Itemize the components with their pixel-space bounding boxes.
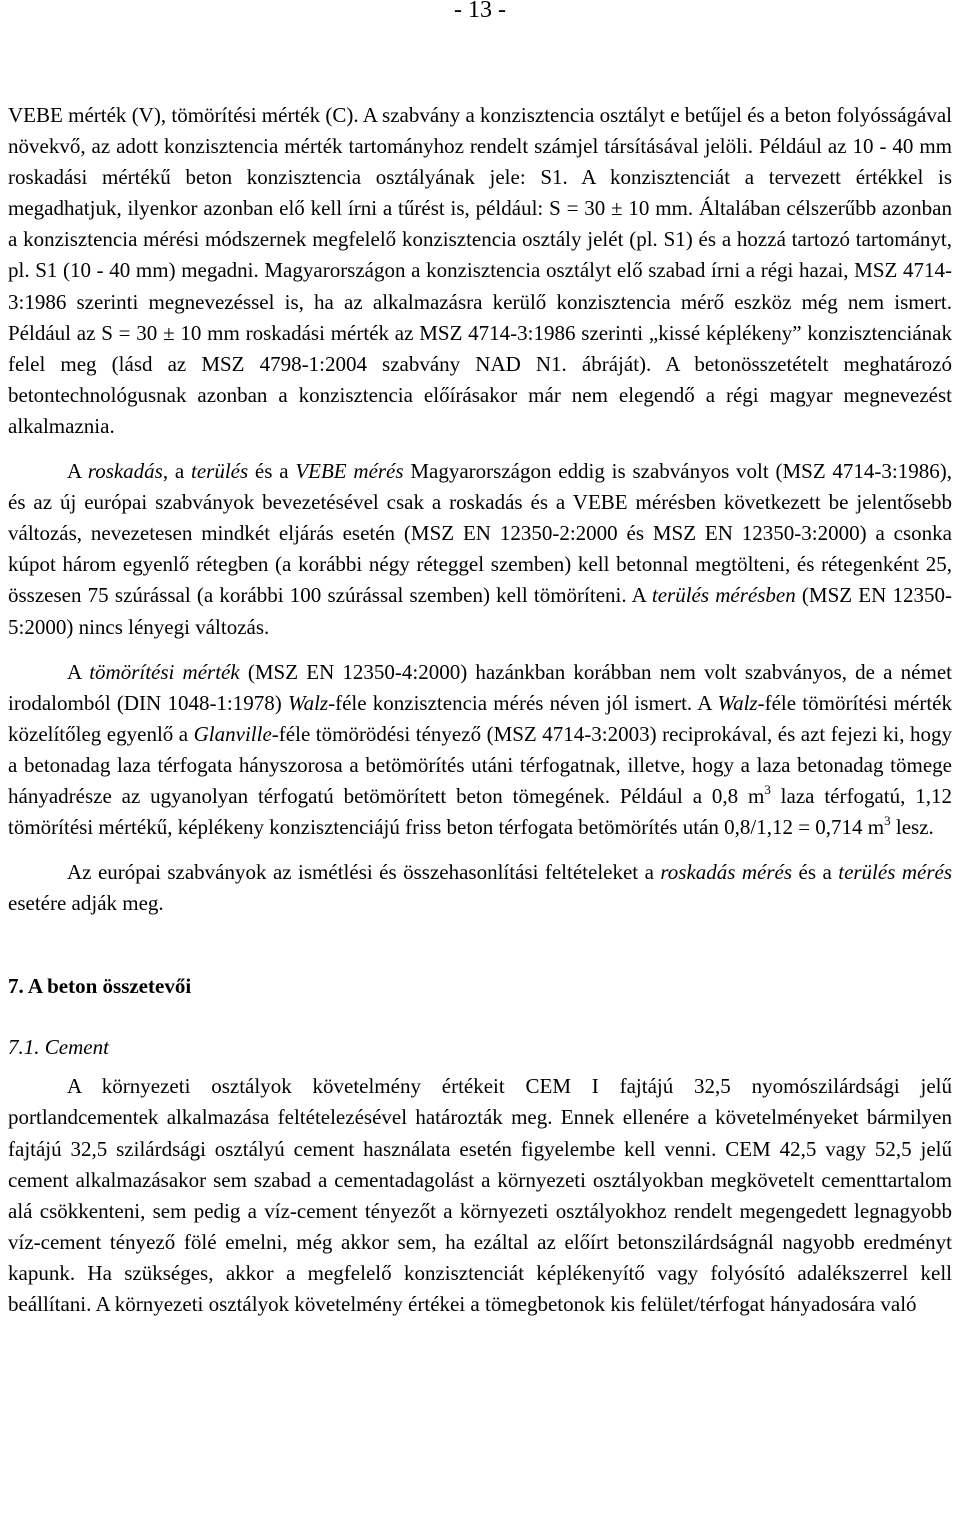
paragraph-slump-test [8,456,952,643]
italic-term: VEBE mérés [295,459,404,484]
italic-term: Walz [288,690,329,715]
italic-term: terülés [191,459,249,484]
section-heading: 7. A beton összetevői [8,974,192,999]
text-run: esetére adják meg. [8,891,164,916]
text-run: Magyarországon eddig is szabványos volt (MSZ 4714-3:1986), és az új európai szabványok bevezetésével csak a roskadás és a VEBE mérésben következett be jelentősebb változás, nevezetesen mindkét eljárás esetén (MSZ EN 12350-2:2000 és MSZ EN 12350-3:2000) a csonka kúpot három egyenlő rétegben (a korábbi négy réteggel szemben) kell betonnal megtölteni, és rétegenként 25, összesen 75 szúrással (a korábbi 100 szúrással szemben) kell tömöríteni. A [8,459,953,608]
italic-term: terülés mérésben [651,583,796,608]
superscript: 3 [884,813,891,829]
text-run: laza térfogatú, 1,12 tömörítési mértékű, képlékeny konzisztenciájú friss beton térfogata betömörítés után 0,8/1,12 = 0,714 m [8,783,952,840]
text-run: lesz. [890,815,934,840]
italic-term: Glanville [193,721,272,746]
italic-term: roskadás [87,459,163,484]
text-run: -féle tömörítési mérték közelítőleg egyenlő a [8,690,952,746]
text-run: , a [162,459,191,484]
text-run: A [67,659,90,684]
text-run: Az európai szabványok az ismétlési és összehasonlítási feltételeket a [67,860,661,885]
italic-term: Walz [717,690,758,715]
text-run: A [67,459,88,484]
italic-term: tömörítési mérték [89,659,240,684]
page-content [8,100,952,1320]
subsection-heading: 7.1. Cement [8,1035,109,1060]
superscript: 3 [764,781,771,797]
text-run: (MSZ EN 12350-5:2000) nincs lényegi változás. [8,583,952,639]
paragraph-consistency-classes: VEBE mérték (V), tömörítési mérték (C). A szabvány a konzisztencia osztályt e betűjel és a beton folyósságával növekvő, az adott konzisztencia mérték tartományhoz rendelt számjel társításával jelöli. Például az 10 - 40 mm roskadási mértékű beton konzisztencia osztályának jele: S1. A konzisztenciát a tervezett értékkel is megadhatjuk, ilyenkor azonban elő kell írni a tűrést is, például: S = 30 ± 10 mm. Általában célszerűbb azonban a konzisztencia mérési módszernek megfelelő konzisztencia osztály jelét (pl. S1) és a hozzá tartozó tartományt, pl. S1 (10 - 40 mm) megadni. Magyarországon a konzisztencia osztályt elő szabad írni a régi hazai, MSZ 4714-3:1986 szerinti megnevezéssel is, ha az alkalmazásra kerülő konzisztencia mérő eszköz még nem ismert. Például az S = 30 ± 10 mm roskadási mérték az MSZ 4714-3:1986 szerinti „kissé képlékeny” konzisztenciának felel meg (lásd az MSZ 4798-1:2004 szabvány NAD N1. ábráját). A betonösszetételt meghatározó betontechnológusnak azonban a konzisztencia előírásakor már nem elegendő a régi magyar megnevezést alkalmaznia. [8,103,952,438]
paragraph-compaction-degree [8,657,952,844]
paragraph-cement: A környezeti osztályok követelmény értékeit CEM I fajtájú 32,5 nyomószilárdsági jelű portlandcementek alkalmazása feltételezésével határozták meg. Ennek ellenére a követelményeket bármilyen fajtájú 32,5 szilárdsági osztályú cement használata esetén figyelembe kell venni. CEM 42,5 vagy 52,5 jelű cement alkalmazásakor sem szabad a cementadagolást a környezeti osztályokban megkövetelt cementtartalom alá csökkenteni, sem pedig a víz-cement tényezőt a környezeti osztályokhoz rendelt megengedett legnagyobb víz-cement tényező fölé emelni, még akkor sem, ha ezáltal az előírt betonszilárdságnál nagyobb eredményt kapunk. Ha szükséges, akkor a megfelelő konzisztenciát képlékenyítő vagy folyósító adalékszerrel kell beállítani. A környezeti osztályok követelmény értékei a tömegbetonok kis felület/térfogat hányadosára való [8,1074,952,1316]
italic-term: terülés mérés [838,860,952,885]
text-run: -féle konzisztencia mérés néven jól ismert. A [328,690,718,715]
page-number: - 13 - [454,0,506,23]
text-run: (MSZ EN 12350-4:2000) hazánkban korábban nem volt szabványos, de a német irodalomból (DIN 1048-1:1978) [8,659,952,715]
text-run: és a [792,860,839,885]
italic-term: roskadás mérés [660,860,793,885]
text-run: -féle tömörödési tényező (MSZ 4714-3:2003) reciprokával, és azt fejezi ki, hogy a betonadag laza térfogata hányszorosa a betömörítés utáni térfogatnak, illetve, hogy a laza betonadag tömege hányadrésze az ugyanolyan térfogatú betömörített beton tömegének. Például a 0,8 m [8,721,953,808]
text-run: és a [248,459,296,484]
paragraph-european-standards [8,857,952,919]
